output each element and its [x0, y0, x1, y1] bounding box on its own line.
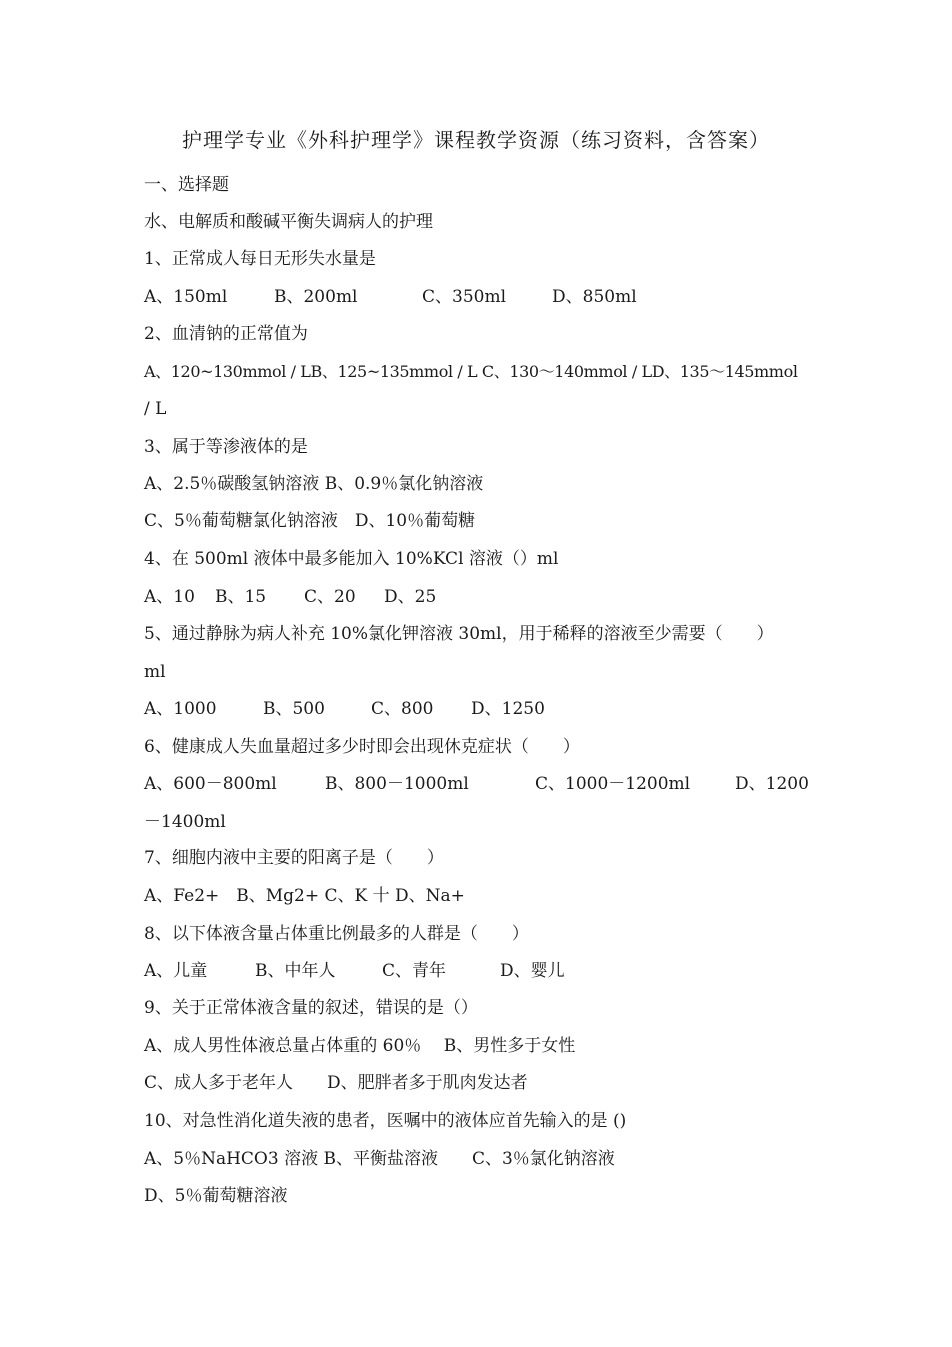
- question-3-options-line2: C、5％葡萄糖氯化钠溶液 D、10％葡萄糖: [144, 511, 476, 531]
- question-10-stem: 10、对急性消化道失液的患者，医嘱中的液体应首先输入的是 (): [144, 1111, 627, 1131]
- question-2-options-cont: / L: [144, 399, 167, 419]
- question-9-options-line2: C、成人多于老年人 D、肥胖者多于肌肉发达者: [144, 1073, 528, 1093]
- subsection-heading: 水、电解质和酸碱平衡失调病人的护理: [144, 212, 433, 232]
- question-3-options-line1: A、2.5％碳酸氢钠溶液 B、0.9％氯化钠溶液: [144, 474, 484, 494]
- question-4-stem: 4、在 500ml 液体中最多能加入 10%KCl 溶液（）ml: [144, 549, 559, 569]
- document-title: 护理学专业《外科护理学》课程教学资源（练习资料，含答案）: [182, 128, 770, 152]
- question-8-option-b: B、中年人: [255, 961, 336, 981]
- question-3-stem: 3、属于等渗液体的是: [144, 437, 308, 457]
- question-5-option-d: D、1250: [471, 699, 545, 719]
- question-7-options: A、Fe2+ B、Mg2+ C、K 十 D、Na+: [144, 886, 465, 906]
- question-8-option-a: A、儿童: [144, 961, 208, 981]
- question-4-option-c: C、20: [304, 587, 356, 607]
- question-5-stem: 5、通过静脉为病人补充 10%氯化钾溶液 30ml，用于稀释的溶液至少需要（ ）: [144, 624, 774, 644]
- question-4-option-a: A、10: [144, 587, 195, 607]
- question-5-stem-cont: ml: [144, 662, 166, 682]
- question-4-option-b: B、15: [215, 587, 267, 607]
- question-6-options-cont: －1400ml: [144, 812, 226, 832]
- question-5-option-a: A、1000: [144, 699, 217, 719]
- section-heading: 一、选择题: [144, 175, 229, 195]
- question-1-option-c: C、350ml: [422, 287, 507, 307]
- question-10-options-line1: A、5％NaHCO3 溶液 B、平衡盐溶液 C、3％氯化钠溶液: [144, 1149, 615, 1169]
- question-8-stem: 8、以下体液含量占体重比例最多的人群是（ ）: [144, 924, 529, 944]
- question-1-stem: 1、正常成人每日无形失水量是: [144, 249, 376, 269]
- question-6-option-a: A、600－800ml: [144, 774, 277, 794]
- question-2-options: A、120~130mmol / LB、125~135mmol / L C、130～140mmol / LD、135～145mmol: [144, 362, 798, 381]
- question-2-stem: 2、血清钠的正常值为: [144, 324, 308, 344]
- question-9-options-line1: A、成人男性体液总量占体重的 60％ B、男性多于女性: [144, 1036, 576, 1056]
- question-1-option-a: A、150ml: [144, 287, 228, 307]
- question-1-option-d: D、850ml: [552, 287, 637, 307]
- question-6-stem: 6、健康成人失血量超过多少时即会出现休克症状（ ）: [144, 737, 580, 757]
- question-1-option-b: B、200ml: [274, 287, 358, 307]
- question-4-option-d: D、25: [384, 587, 437, 607]
- question-8-option-d: D、婴儿: [500, 961, 565, 981]
- question-9-stem: 9、关于正常体液含量的叙述，错误的是（）: [144, 998, 478, 1018]
- question-5-option-b: B、500: [263, 699, 325, 719]
- question-10-options-line2: D、5％葡萄糖溶液: [144, 1186, 288, 1206]
- question-7-stem: 7、细胞内液中主要的阳离子是（ ）: [144, 848, 444, 868]
- question-5-option-c: C、800: [371, 699, 434, 719]
- question-6-option-b: B、800－1000ml: [325, 774, 469, 794]
- question-8-option-c: C、青年: [382, 961, 447, 981]
- question-6-option-c: C、1000－1200ml: [535, 774, 691, 794]
- question-6-option-d: D、1200: [735, 774, 809, 794]
